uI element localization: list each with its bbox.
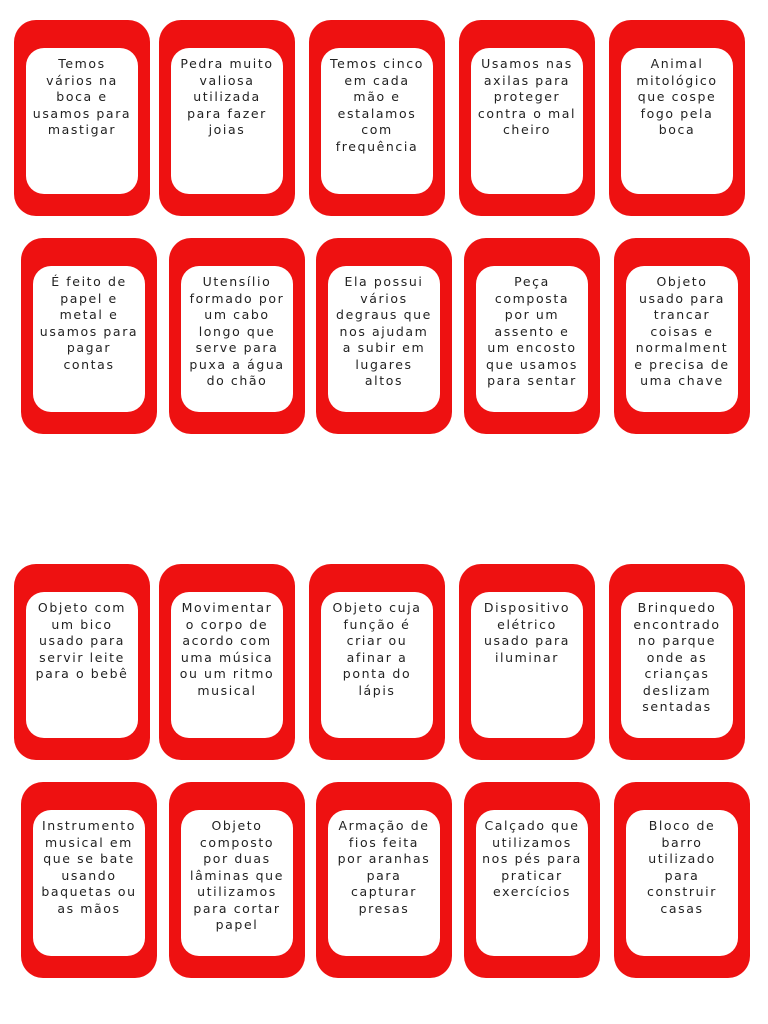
card-text: Peça composta por um assento e um encosto que usamos para sentar	[486, 274, 578, 388]
riddle-card	[614, 782, 750, 978]
card-text: Ela possui vários degraus que nos ajudam a subir em lugares altos	[336, 274, 432, 388]
riddle-card	[609, 20, 745, 216]
riddle-card	[309, 564, 445, 760]
card-text: Objeto com um bico usado para servir leite para o bebê	[35, 600, 129, 681]
card-face	[321, 592, 433, 738]
card-face	[626, 810, 738, 956]
card-face	[321, 48, 433, 194]
card-face	[471, 592, 583, 738]
riddle-card	[14, 564, 150, 760]
card-text: Temos cinco em cada mão e estalamos com frequência	[330, 56, 424, 154]
card-text: Dispositivo elétrico usado para iluminar	[483, 600, 571, 665]
card-text: Bloco de barro utilizado para construir casas	[647, 818, 717, 916]
riddle-card	[169, 782, 305, 978]
card-text: Movimentar o corpo de acordo com uma música ou um ritmo musical	[179, 600, 275, 698]
card-text: Calçado que utilizamos nos pés para praticar exercícios	[482, 818, 582, 899]
card-text: Objeto cuja função é criar ou afinar a ponta do lápis	[332, 600, 422, 698]
card-face	[33, 266, 145, 412]
card-face	[471, 48, 583, 194]
riddle-card	[464, 238, 600, 434]
card-text: Objeto composto por duas lâminas que utilizamos para cortar papel	[190, 818, 284, 932]
card-face	[328, 810, 440, 956]
card-face	[621, 592, 733, 738]
card-face	[33, 810, 145, 956]
riddle-card	[159, 20, 295, 216]
card-face	[181, 266, 293, 412]
card-text: Armação de fios feita por aranhas para capturar presas	[337, 818, 431, 916]
card-text: Usamos nas axilas para proteger contra o mal cheiro	[477, 56, 577, 137]
riddle-card	[159, 564, 295, 760]
riddle-card	[21, 238, 157, 434]
card-face	[171, 592, 283, 738]
riddle-card	[21, 782, 157, 978]
card-face	[621, 48, 733, 194]
riddle-card	[614, 238, 750, 434]
riddle-card	[316, 782, 452, 978]
card-face	[181, 810, 293, 956]
riddle-card	[14, 20, 150, 216]
card-text: Utensílio formado por um cabo longo que serve para puxa a água do chão	[189, 274, 285, 388]
riddle-card	[169, 238, 305, 434]
riddle-card	[309, 20, 445, 216]
card-text: Instrumento musical em que se bate usando baquetas ou as mãos	[41, 818, 137, 916]
riddle-card	[609, 564, 745, 760]
card-text: Objeto usado para trancar coisas e normalmente precisa de uma chave	[634, 274, 730, 388]
card-text: Temos vários na boca e usamos para mastigar	[32, 56, 132, 137]
card-text: Animal mitológico que cospe fogo pela boca	[636, 56, 718, 137]
card-face	[476, 266, 588, 412]
card-text: Pedra muito valiosa utilizada para fazer joias	[180, 56, 274, 137]
card-face	[26, 48, 138, 194]
card-text: É feito de papel e metal e usamos para pagar contas	[39, 274, 139, 372]
card-face	[626, 266, 738, 412]
card-face	[476, 810, 588, 956]
card-text: Brinquedo encontrado no parque onde as crianças deslizam sentadas	[633, 600, 721, 714]
card-face	[328, 266, 440, 412]
card-face	[171, 48, 283, 194]
riddle-card	[459, 564, 595, 760]
riddle-card	[464, 782, 600, 978]
riddle-card	[459, 20, 595, 216]
riddle-card	[316, 238, 452, 434]
card-face	[26, 592, 138, 738]
